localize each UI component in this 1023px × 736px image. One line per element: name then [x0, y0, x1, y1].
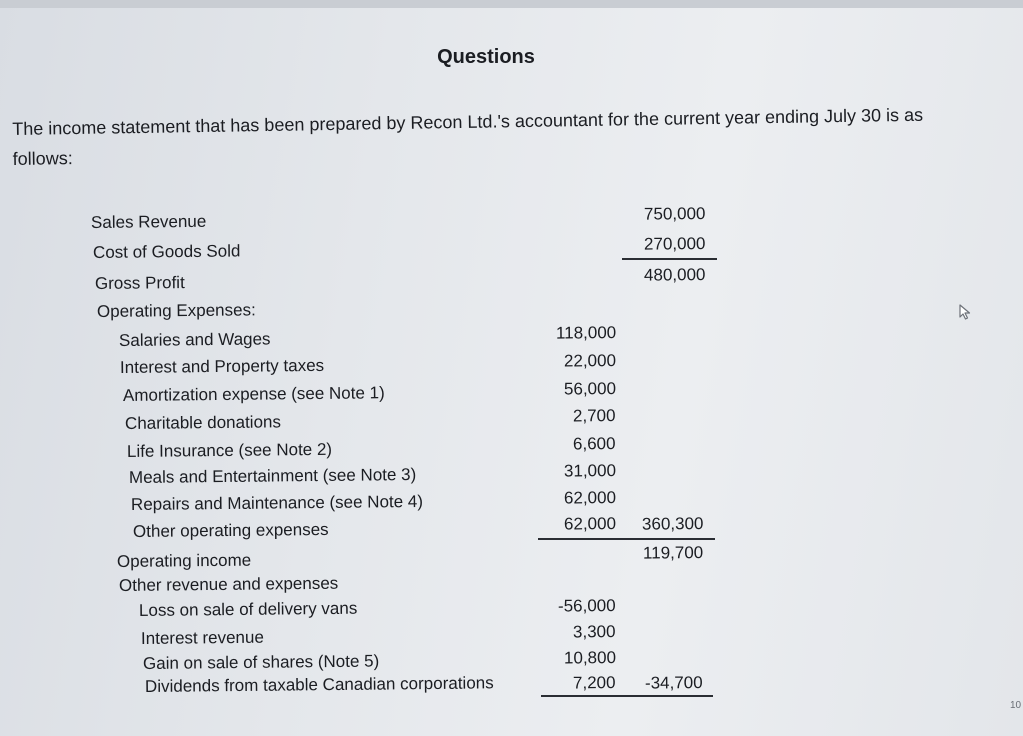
expense-item-label: Other operating expenses: [132, 519, 329, 541]
other-item-amount: 7,200: [573, 673, 617, 693]
gross-profit-label: Gross Profit: [94, 273, 185, 293]
other-revenue-label: Other revenue and expenses: [118, 573, 339, 595]
expense-item-label: Salaries and Wages: [118, 329, 271, 350]
operating-income-rule: [538, 538, 715, 540]
expense-item-label: Repairs and Maintenance (see Note 4): [130, 491, 424, 514]
expense-item-amount: 2,700: [573, 406, 617, 426]
other-item-amount: 10,800: [563, 648, 617, 668]
other-total-amount: -34,700: [645, 673, 704, 693]
other-total-rule: [541, 695, 713, 697]
cogs-amount: 270,000: [643, 234, 706, 254]
expense-item-label: Amortization expense (see Note 1): [122, 383, 385, 405]
intro-paragraph: The income statement that has been prepared by Recon Ltd.'s accountant for the current year ending July 30 is as follows:: [12, 104, 924, 169]
expense-item-label: Interest and Property taxes: [119, 355, 325, 377]
edge-text: 10: [1010, 700, 1022, 711]
expense-item-amount: 118,000: [555, 323, 617, 343]
sales-revenue-amount: 750,000: [643, 204, 706, 224]
expense-item-amount: 31,000: [563, 461, 617, 481]
operating-expenses-total: 360,300: [641, 514, 704, 534]
other-item-label: Dividends from taxable Canadian corporations: [144, 673, 494, 696]
mouse-pointer-icon: [958, 304, 974, 320]
expense-item-label: Meals and Entertainment (see Note 3): [128, 464, 417, 487]
other-item-label: Loss on sale of delivery vans: [138, 598, 358, 620]
gross-profit-amount: 480,000: [643, 265, 706, 285]
sales-revenue-label: Sales Revenue: [90, 211, 207, 232]
gross-profit-rule: [622, 258, 717, 260]
other-item-amount: 3,300: [573, 622, 617, 642]
other-item-label: Gain on sale of shares (Note 5): [142, 651, 380, 673]
operating-expenses-label: Operating Expenses:: [96, 300, 256, 321]
expense-item-amount: 62,000: [563, 514, 617, 534]
expense-item-amount: 6,600: [573, 434, 617, 454]
cogs-label: Cost of Goods Sold: [92, 241, 241, 262]
expense-item-label: Life Insurance (see Note 2): [126, 439, 333, 461]
other-item-label: Interest revenue: [140, 627, 264, 648]
operating-income-amount: 119,700: [642, 543, 704, 563]
page-title: Questions: [437, 46, 535, 68]
expense-item-label: Charitable donations: [124, 412, 282, 433]
expense-item-amount: 56,000: [563, 379, 617, 399]
expense-item-amount: 22,000: [563, 351, 617, 371]
other-item-amount: -56,000: [558, 596, 617, 616]
operating-income-label: Operating income: [116, 550, 252, 571]
expense-item-amount: 62,000: [563, 488, 617, 508]
